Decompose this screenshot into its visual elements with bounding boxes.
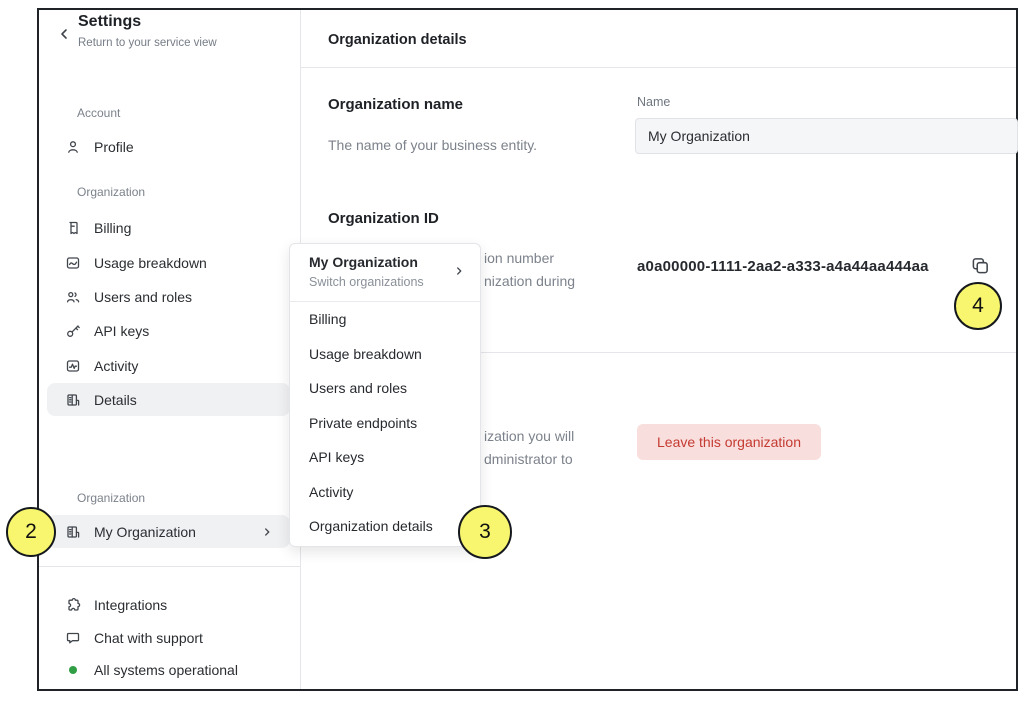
sidebar-item-details[interactable] xyxy=(47,383,290,416)
sidebar-item-label: Profile xyxy=(94,138,134,155)
page-title: Organization details xyxy=(328,32,467,48)
dropdown-org-name: My Organization xyxy=(309,254,418,270)
org-id-heading: Organization ID xyxy=(328,210,439,227)
sidebar-divider xyxy=(39,566,300,567)
sidebar-item-profile[interactable] xyxy=(47,130,290,163)
leave-organization-button[interactable]: Leave this organization xyxy=(637,424,821,460)
copy-icon[interactable] xyxy=(969,255,991,277)
sidebar-item-label: Chat with support xyxy=(94,629,203,646)
annotation-badge-2: 2 xyxy=(6,507,56,557)
organization-building-icon xyxy=(65,392,81,408)
organization-section-label: Organization xyxy=(77,185,146,199)
key-icon xyxy=(65,323,81,339)
usage-chart-icon xyxy=(65,255,81,271)
account-section-label: Account xyxy=(77,106,121,120)
org-name-heading: Organization name xyxy=(328,96,464,113)
name-field-label: Name xyxy=(637,95,671,109)
main-header xyxy=(301,10,1016,68)
organization-building-icon xyxy=(65,524,81,540)
dropdown-menu-list xyxy=(290,302,480,544)
dropdown-item-api-keys[interactable]: API keys xyxy=(309,449,365,466)
organization-name-input[interactable] xyxy=(635,118,1018,154)
status-green-dot-icon xyxy=(69,666,77,674)
sidebar-subtitle: Return to your service view xyxy=(78,37,217,49)
sidebar-item-system-status[interactable] xyxy=(47,653,290,686)
switch-organization-dropdown xyxy=(289,243,481,547)
app-window xyxy=(37,8,1018,691)
dropdown-item-organization-details[interactable]: Organization details xyxy=(309,518,433,535)
settings-sidebar xyxy=(39,10,301,689)
annotation-badge-3: 3 xyxy=(458,505,512,559)
status-label: All systems operational xyxy=(94,661,238,678)
dropdown-item-private-endpoints[interactable]: Private endpoints xyxy=(309,414,418,431)
receipt-icon xyxy=(65,220,81,236)
sidebar-item-billing[interactable] xyxy=(47,211,290,244)
person-icon xyxy=(65,139,81,155)
annotation-badge-4: 4 xyxy=(954,282,1002,330)
chat-bubble-icon xyxy=(65,630,81,646)
chevron-right-icon xyxy=(260,525,274,539)
sidebar-item-activity[interactable] xyxy=(47,349,290,382)
dropdown-org-subtitle: Switch organizations xyxy=(309,275,424,289)
sidebar-item-usage-breakdown[interactable] xyxy=(47,246,290,279)
sidebar-item-chat-support[interactable] xyxy=(47,621,290,654)
sidebar-item-my-organization[interactable] xyxy=(47,515,290,548)
leave-description-fragment-1: ization you will xyxy=(484,428,575,444)
users-icon xyxy=(65,289,81,305)
sidebar-item-users-and-roles[interactable] xyxy=(47,280,290,313)
sidebar-item-label: Details xyxy=(94,391,137,408)
org-id-description-fragment-1: ion number xyxy=(484,250,555,266)
dropdown-org-switcher[interactable] xyxy=(290,244,480,302)
sidebar-item-label: Activity xyxy=(94,357,139,374)
sidebar-title: Settings xyxy=(78,13,142,30)
org-id-description-fragment-2: nization during xyxy=(484,273,576,289)
dropdown-item-usage-breakdown[interactable]: Usage breakdown xyxy=(309,345,422,362)
sidebar-item-label: Usage breakdown xyxy=(94,254,207,271)
back-chevron-icon[interactable] xyxy=(56,26,72,42)
dropdown-item-activity[interactable]: Activity xyxy=(309,483,354,500)
sidebar-item-label: Users and roles xyxy=(94,288,193,305)
dropdown-item-users-and-roles[interactable]: Users and roles xyxy=(309,380,408,397)
sidebar-item-label: API keys xyxy=(94,322,150,339)
sidebar-item-label: My Organization xyxy=(94,523,196,540)
organization-section-label-2: Organization xyxy=(77,491,146,505)
puzzle-icon xyxy=(65,597,81,613)
sidebar-item-label: Integrations xyxy=(94,596,168,613)
sidebar-item-integrations[interactable] xyxy=(47,588,290,621)
sidebar-item-label: Billing xyxy=(94,219,132,236)
dropdown-item-billing[interactable]: Billing xyxy=(309,311,347,328)
chevron-right-icon xyxy=(452,264,466,278)
organization-id-value: a0a00000-1111-2aa2-a333-a4a44aa444aa xyxy=(637,258,929,275)
leave-description-fragment-2: dministrator to xyxy=(484,451,573,467)
sidebar-item-api-keys[interactable] xyxy=(47,314,290,347)
activity-pulse-icon xyxy=(65,358,81,374)
org-name-description: The name of your business entity. xyxy=(328,137,538,153)
